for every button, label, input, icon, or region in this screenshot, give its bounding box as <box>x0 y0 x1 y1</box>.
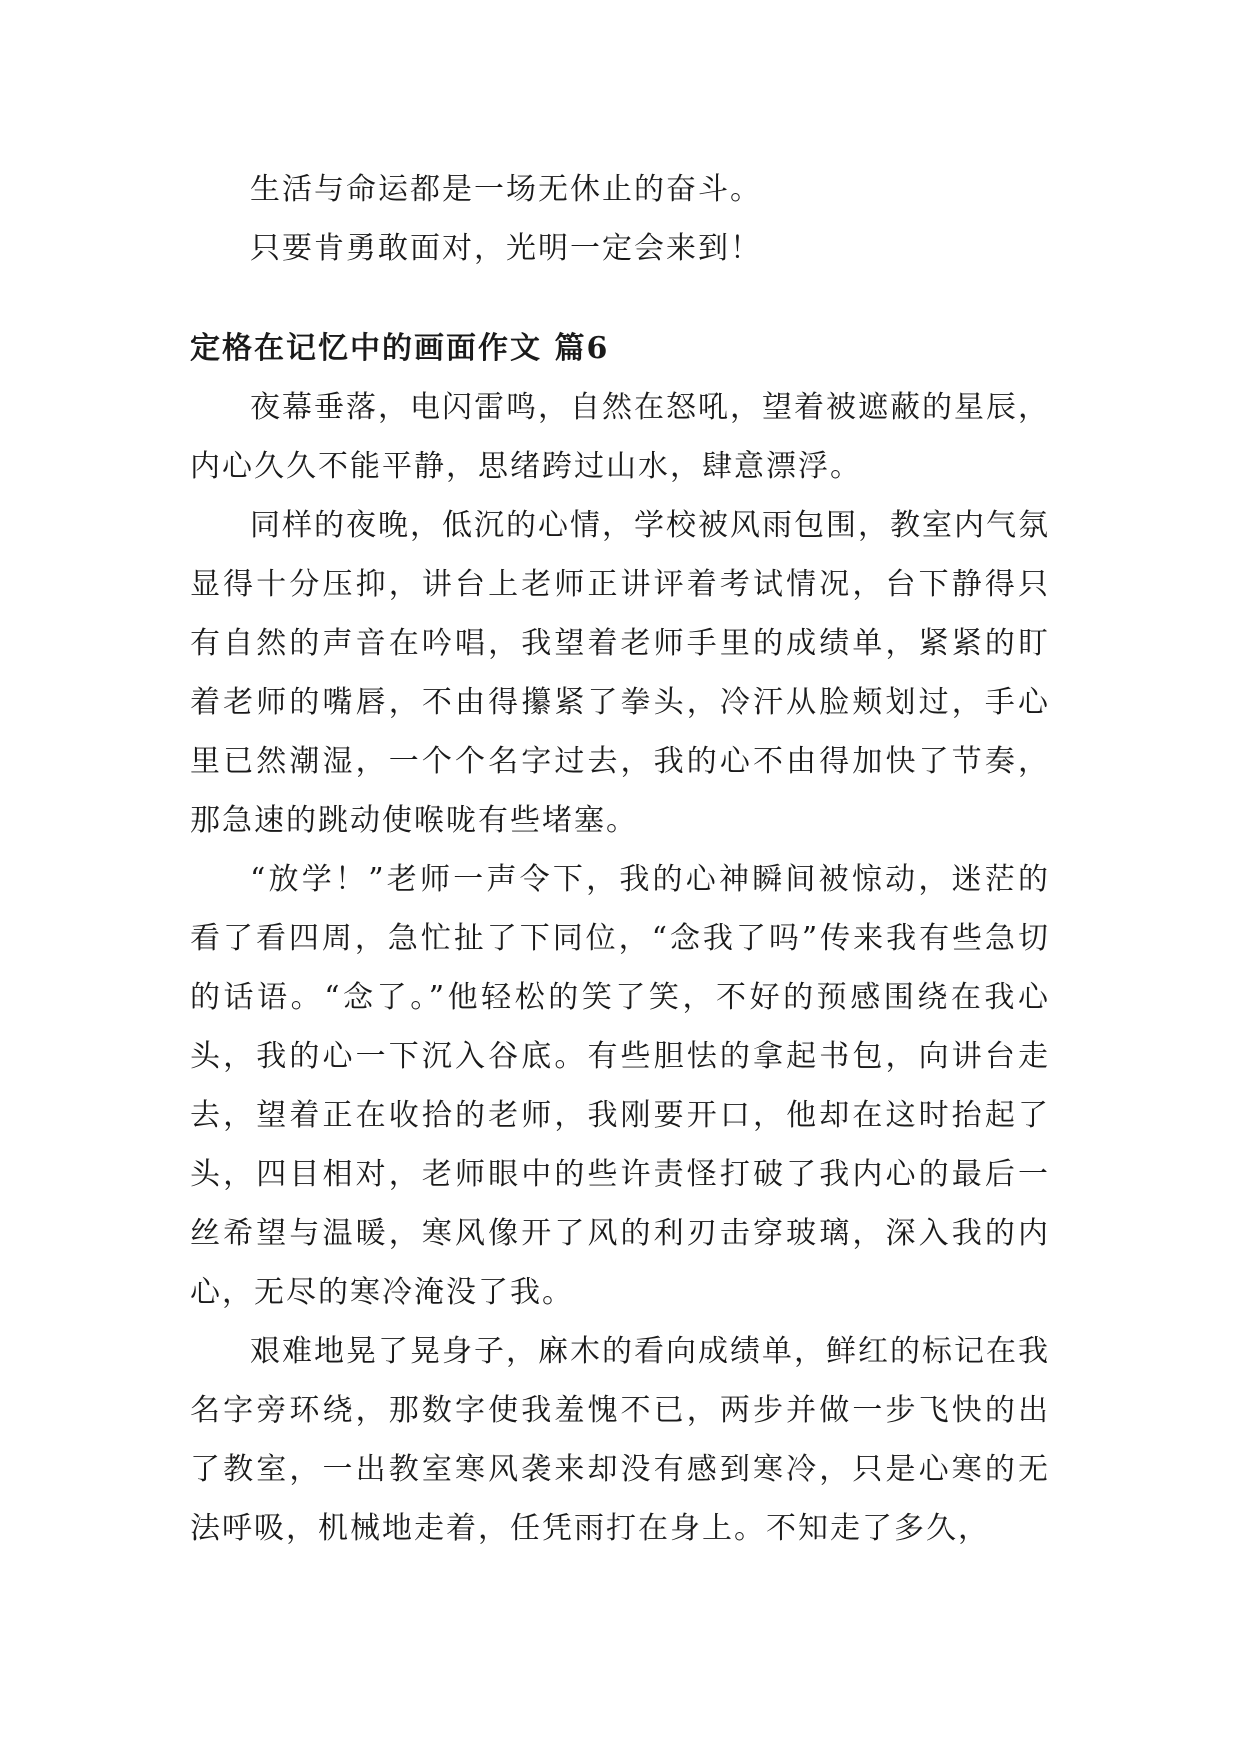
paragraph: 同样的夜晚，低沉的心情，学校被风雨包围，教室内气氛显得十分压抑，讲台上老师正讲评着考试情况，台下静得只有自然的声音在吟唱，我望着老师手里的成绩单，紧紧的盯着老师的嘴唇，不由得攥紧了拳头，冷汗从脸颊划过，手心里已然潮湿，一个个名字过去，我的心不由得加快了节奏，那急速的跳动使喉咙有些堵塞。 <box>190 508 1050 838</box>
paragraph: 艰难地晃了晃身子，麻木的看向成绩单，鲜红的标记在我名字旁环绕，那数字使我羞愧不已，两步并做一步飞快的出了教室，一出教室寒风袭来却没有感到寒冷，只是心寒的无法呼吸，机械地走着，任凭雨打在身上。不知走了多久， <box>190 1334 1050 1546</box>
section-title: 定格在记忆中的画面作文 篇6 <box>190 331 610 366</box>
intro-line: 生活与命运都是一场无休止的奋斗。 <box>250 172 762 207</box>
paragraph: “放学！”老师一声令下，我的心神瞬间被惊动，迷茫的看了看四周，急忙扯了下同位，“念我了吗”传来我有些急切的话语。“念了。”他轻松的笑了笑，不好的预感围绕在我心头，我的心一下沉入谷底。有些胆怯的拿起书包，向讲台走去，望着正在收拾的老师，我刚要开口，他却在这时抬起了头，四目相对，老师眼中的些许责怪打破了我内心的最后一丝希望与温暖，寒风像开了风的利刃击穿玻璃，深入我的内心，无尽的寒冷淹没了我。 <box>190 862 1050 1310</box>
intro-line: 只要肯勇敢面对，光明一定会来到！ <box>250 231 762 266</box>
document-body <box>190 160 1050 1558</box>
paragraph: 夜幕垂落，电闪雷鸣，自然在怒吼，望着被遮蔽的星辰，内心久久不能平静，思绪跨过山水，肆意漂浮。 <box>190 390 1050 484</box>
